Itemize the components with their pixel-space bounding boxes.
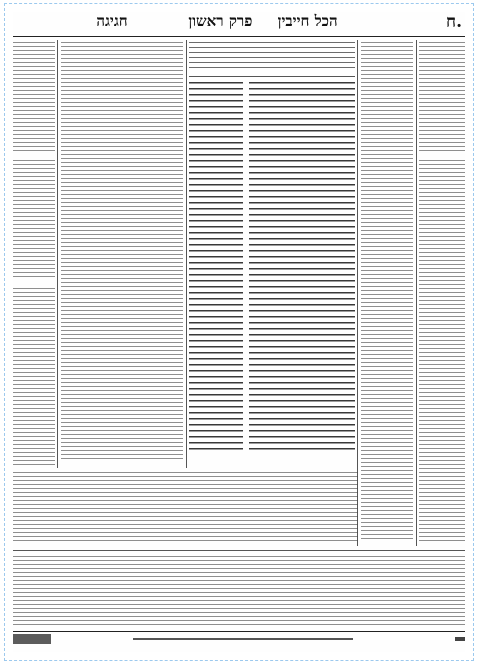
gemara-text-right xyxy=(249,82,355,454)
tosafot-bottom-block xyxy=(13,472,358,544)
gemara-top-rule xyxy=(189,76,355,77)
header-rule xyxy=(13,36,465,37)
masoret-hashas xyxy=(13,42,55,152)
column-divider xyxy=(186,40,187,468)
rashi-commentary-outer xyxy=(419,160,465,542)
rashi-commentary-right xyxy=(361,42,413,542)
footer-page-number xyxy=(455,637,465,641)
page-number: ח. xyxy=(446,12,462,32)
bottom-notes xyxy=(13,556,465,628)
column-divider xyxy=(416,40,417,546)
column-divider xyxy=(357,40,358,546)
chapter-number: פרק ראשון xyxy=(188,12,253,30)
gilyon-hashas xyxy=(13,288,55,468)
tractate-name: חגיגה xyxy=(96,12,128,30)
talmud-page xyxy=(13,12,465,652)
chapter-title: הכל חייבין xyxy=(277,12,338,30)
footer-rule xyxy=(13,631,465,632)
torah-or xyxy=(13,160,55,280)
gemara-text-left xyxy=(189,82,243,454)
gemara-top-note xyxy=(189,42,355,72)
page-footer xyxy=(13,634,465,646)
ein-mishpat-column xyxy=(419,42,465,152)
tosafot-commentary xyxy=(61,42,183,462)
footer-text xyxy=(133,638,353,640)
running-header xyxy=(163,12,363,34)
notes-rule xyxy=(13,550,465,551)
publisher-logo xyxy=(13,634,51,644)
column-divider xyxy=(57,40,58,468)
